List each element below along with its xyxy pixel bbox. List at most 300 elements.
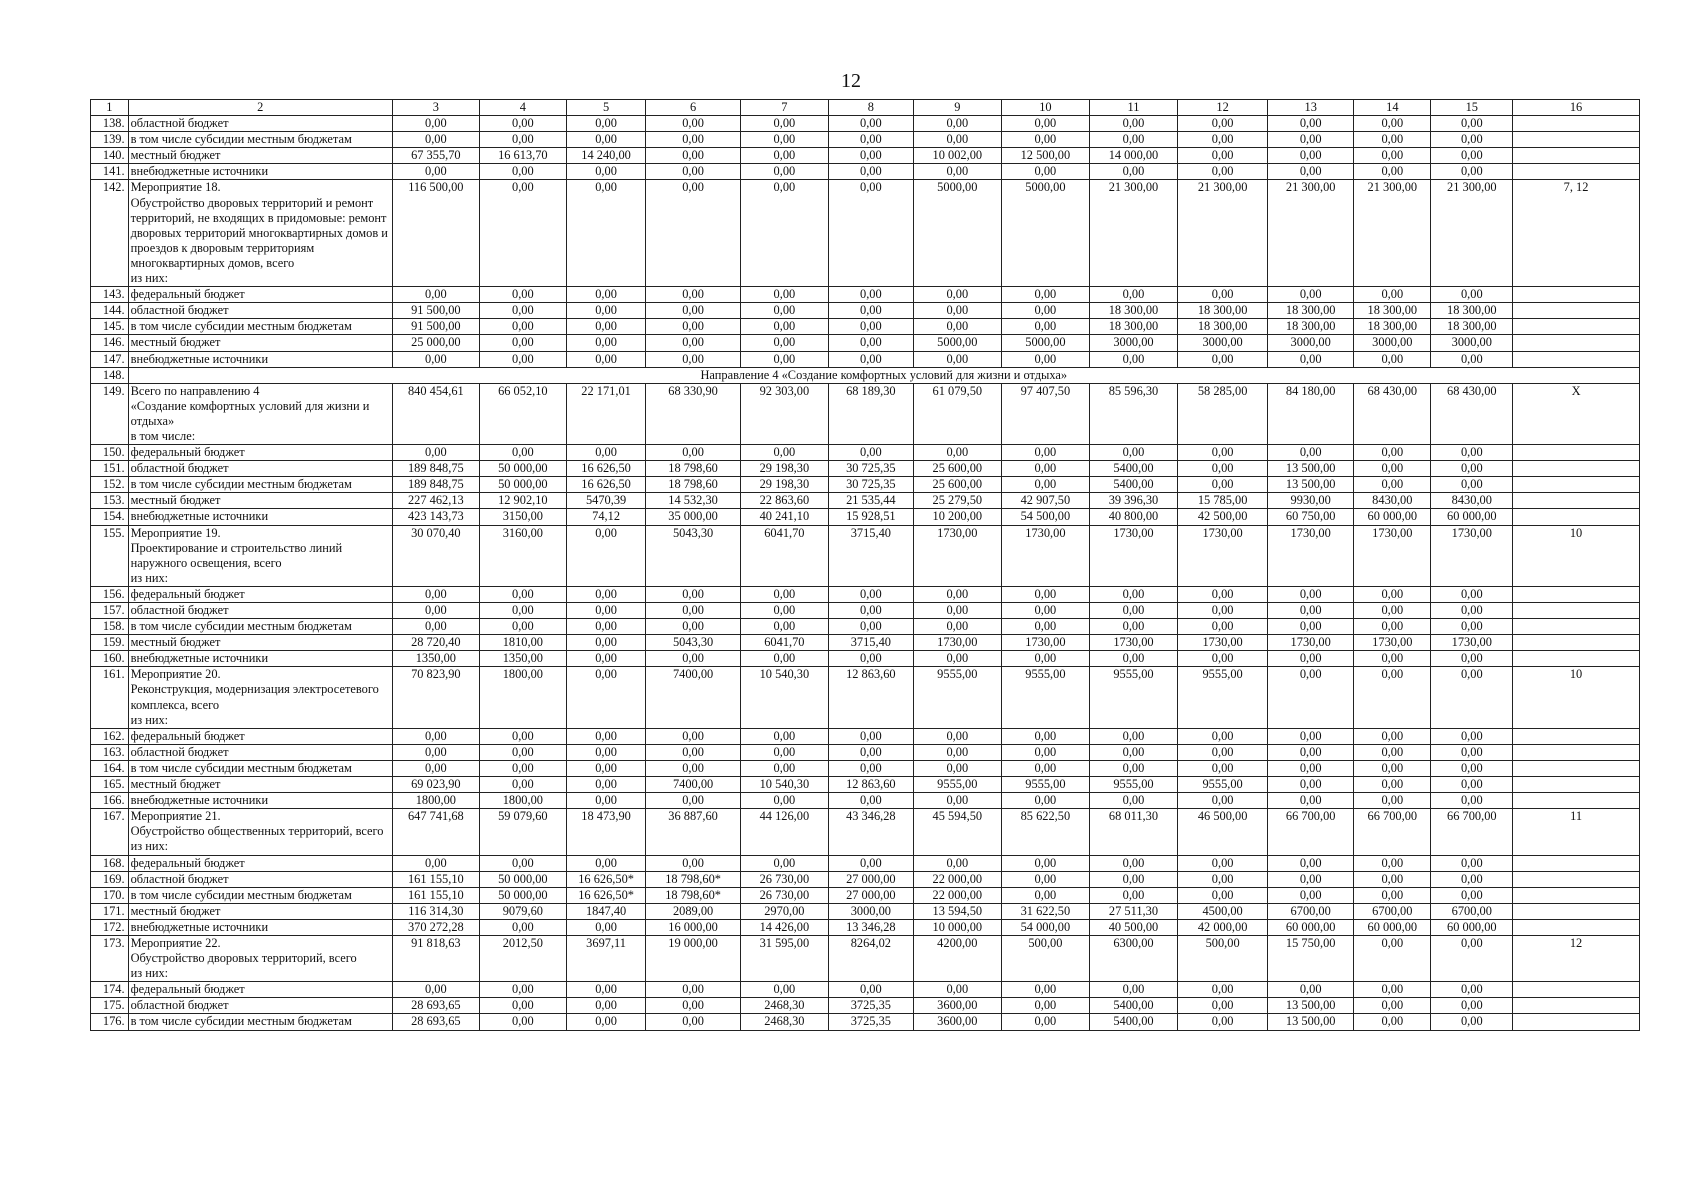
table-row	[91, 651, 1640, 667]
value-cell: 0,00	[1268, 667, 1354, 728]
value-cell: 0,00	[646, 335, 741, 351]
table-row	[91, 744, 1640, 760]
value-cell: 0,00	[1431, 477, 1513, 493]
value-cell: 0,00	[1001, 744, 1089, 760]
row-number: 169.	[91, 871, 129, 887]
value-cell: 0,00	[566, 744, 645, 760]
value-cell: 0,00	[392, 445, 479, 461]
value-cell: 0,00	[913, 132, 1001, 148]
value-cell: 0,00	[646, 586, 741, 602]
value-cell: 0,00	[1089, 287, 1177, 303]
value-cell: 0,00	[1268, 619, 1354, 635]
value-cell: 6300,00	[1089, 935, 1177, 981]
table-row	[91, 619, 1640, 635]
note-cell	[1513, 351, 1640, 367]
value-cell: 0,00	[566, 180, 645, 287]
value-cell: 6700,00	[1431, 903, 1513, 919]
value-cell: 116 314,30	[392, 903, 479, 919]
value-cell: 18 798,60	[646, 477, 741, 493]
value-cell: 40 800,00	[1089, 509, 1177, 525]
row-label: в том числе субсидии местным бюджетам	[128, 619, 392, 635]
value-cell: 14 426,00	[740, 919, 828, 935]
value-cell: 0,00	[1431, 351, 1513, 367]
value-cell: 1730,00	[1089, 635, 1177, 651]
value-cell: 0,00	[828, 982, 913, 998]
value-cell: 0,00	[1431, 164, 1513, 180]
value-cell: 0,00	[828, 619, 913, 635]
value-cell: 0,00	[566, 445, 645, 461]
value-cell: 0,00	[479, 760, 566, 776]
table-row	[91, 148, 1640, 164]
value-cell: 0,00	[646, 445, 741, 461]
table-row	[91, 667, 1640, 728]
page-number: 12	[841, 70, 861, 92]
value-cell: 0,00	[1431, 651, 1513, 667]
note-cell	[1513, 603, 1640, 619]
value-cell: 0,00	[646, 303, 741, 319]
value-cell: 0,00	[392, 164, 479, 180]
note-cell	[1513, 303, 1640, 319]
value-cell: 27 511,30	[1089, 903, 1177, 919]
value-cell: 840 454,61	[392, 383, 479, 444]
value-cell: 0,00	[566, 1014, 645, 1030]
value-cell: 0,00	[1178, 461, 1268, 477]
row-number: 145.	[91, 319, 129, 335]
value-cell: 60 000,00	[1431, 509, 1513, 525]
value-cell: 0,00	[1001, 619, 1089, 635]
value-cell: 0,00	[646, 603, 741, 619]
value-cell: 0,00	[1354, 164, 1431, 180]
value-cell: 21 300,00	[1089, 180, 1177, 287]
value-cell: 0,00	[1178, 982, 1268, 998]
value-cell: 66 052,10	[479, 383, 566, 444]
row-number: 146.	[91, 335, 129, 351]
value-cell: 0,00	[740, 855, 828, 871]
value-cell: 1730,00	[1354, 635, 1431, 651]
value-cell: 0,00	[740, 586, 828, 602]
value-cell: 0,00	[392, 728, 479, 744]
value-cell: 0,00	[1354, 744, 1431, 760]
note-cell	[1513, 1014, 1640, 1030]
value-cell: 0,00	[646, 998, 741, 1014]
row-number: 164.	[91, 760, 129, 776]
value-cell: 21 300,00	[1354, 180, 1431, 287]
value-cell: 1810,00	[479, 635, 566, 651]
value-cell: 0,00	[1268, 116, 1354, 132]
value-cell: 60 000,00	[1431, 919, 1513, 935]
value-cell: 0,00	[1431, 287, 1513, 303]
value-cell: 6041,70	[740, 635, 828, 651]
row-label: местный бюджет	[128, 335, 392, 351]
row-number: 151.	[91, 461, 129, 477]
value-cell: 18 300,00	[1089, 303, 1177, 319]
note-cell	[1513, 335, 1640, 351]
value-cell: 0,00	[1178, 619, 1268, 635]
value-cell: 500,00	[1178, 935, 1268, 981]
table-row	[91, 982, 1640, 998]
value-cell: 0,00	[1089, 982, 1177, 998]
value-cell: 12 863,60	[828, 667, 913, 728]
value-cell: 0,00	[646, 760, 741, 776]
value-cell: 45 594,50	[913, 809, 1001, 855]
value-cell: 0,00	[1001, 871, 1089, 887]
value-cell: 12 902,10	[479, 493, 566, 509]
value-cell: 9555,00	[913, 667, 1001, 728]
value-cell: 0,00	[913, 619, 1001, 635]
value-cell: 0,00	[566, 635, 645, 651]
value-cell: 189 848,75	[392, 461, 479, 477]
value-cell: 60 000,00	[1268, 919, 1354, 935]
value-cell: 1800,00	[392, 793, 479, 809]
value-cell: 0,00	[1431, 603, 1513, 619]
table-row	[91, 919, 1640, 935]
row-label: в том числе субсидии местным бюджетам	[128, 319, 392, 335]
value-cell: 18 300,00	[1178, 303, 1268, 319]
value-cell: 1730,00	[1268, 635, 1354, 651]
value-cell: 0,00	[1089, 728, 1177, 744]
value-cell: 3000,00	[828, 903, 913, 919]
table-row	[91, 509, 1640, 525]
value-cell: 3715,40	[828, 525, 913, 586]
value-cell: 5400,00	[1089, 477, 1177, 493]
value-cell: 0,00	[479, 164, 566, 180]
row-number: 175.	[91, 998, 129, 1014]
value-cell: 85 622,50	[1001, 809, 1089, 855]
value-cell: 9555,00	[1089, 777, 1177, 793]
value-cell: 0,00	[828, 651, 913, 667]
table-row	[91, 335, 1640, 351]
value-cell: 0,00	[740, 351, 828, 367]
value-cell: 68 430,00	[1354, 383, 1431, 444]
value-cell: 44 126,00	[740, 809, 828, 855]
value-cell: 0,00	[1354, 982, 1431, 998]
value-cell: 0,00	[1268, 982, 1354, 998]
table-header-row	[91, 100, 1640, 116]
value-cell: 3697,11	[566, 935, 645, 981]
value-cell: 0,00	[828, 793, 913, 809]
value-cell: 3000,00	[1431, 335, 1513, 351]
column-header: 1	[91, 100, 129, 116]
value-cell: 0,00	[1089, 744, 1177, 760]
value-cell: 3150,00	[479, 509, 566, 525]
note-cell	[1513, 148, 1640, 164]
value-cell: 59 079,60	[479, 809, 566, 855]
value-cell: 0,00	[740, 728, 828, 744]
value-cell: 0,00	[740, 287, 828, 303]
value-cell: 50 000,00	[479, 887, 566, 903]
value-cell: 1730,00	[1001, 525, 1089, 586]
note-cell: 12	[1513, 935, 1640, 981]
value-cell: 0,00	[1431, 445, 1513, 461]
value-cell: 1800,00	[479, 793, 566, 809]
value-cell: 30 725,35	[828, 477, 913, 493]
value-cell: 0,00	[740, 651, 828, 667]
column-header: 3	[392, 100, 479, 116]
row-label: местный бюджет	[128, 635, 392, 651]
row-number: 176.	[91, 1014, 129, 1030]
value-cell: 0,00	[566, 525, 645, 586]
value-cell: 13 346,28	[828, 919, 913, 935]
value-cell: 0,00	[566, 116, 645, 132]
value-cell: 0,00	[392, 116, 479, 132]
value-cell: 0,00	[1178, 1014, 1268, 1030]
row-label: областной бюджет	[128, 998, 392, 1014]
value-cell: 0,00	[646, 180, 741, 287]
value-cell: 9555,00	[1089, 667, 1177, 728]
column-header: 4	[479, 100, 566, 116]
value-cell: 0,00	[828, 351, 913, 367]
value-cell: 0,00	[1001, 760, 1089, 776]
value-cell: 0,00	[913, 744, 1001, 760]
value-cell: 3000,00	[1089, 335, 1177, 351]
value-cell: 0,00	[1001, 351, 1089, 367]
value-cell: 9555,00	[1178, 777, 1268, 793]
value-cell: 227 462,13	[392, 493, 479, 509]
note-cell: 10	[1513, 525, 1640, 586]
value-cell: 22 000,00	[913, 887, 1001, 903]
value-cell: 10 002,00	[913, 148, 1001, 164]
value-cell: 0,00	[1268, 777, 1354, 793]
row-number: 166.	[91, 793, 129, 809]
value-cell: 0,00	[740, 132, 828, 148]
row-number: 138.	[91, 116, 129, 132]
value-cell: 68 189,30	[828, 383, 913, 444]
row-label: в том числе субсидии местным бюджетам	[128, 477, 392, 493]
value-cell: 370 272,28	[392, 919, 479, 935]
value-cell: 0,00	[740, 164, 828, 180]
value-cell: 0,00	[1268, 760, 1354, 776]
value-cell: 0,00	[646, 164, 741, 180]
note-cell	[1513, 887, 1640, 903]
value-cell: 50 000,00	[479, 871, 566, 887]
value-cell: 0,00	[566, 164, 645, 180]
row-label: внебюджетные источники	[128, 164, 392, 180]
column-header: 8	[828, 100, 913, 116]
row-number: 162.	[91, 728, 129, 744]
value-cell: 0,00	[479, 728, 566, 744]
note-cell	[1513, 998, 1640, 1014]
row-label: внебюджетные источники	[128, 351, 392, 367]
value-cell: 0,00	[392, 619, 479, 635]
value-cell: 0,00	[566, 793, 645, 809]
value-cell: 0,00	[828, 760, 913, 776]
value-cell: 0,00	[479, 586, 566, 602]
value-cell: 74,12	[566, 509, 645, 525]
value-cell: 0,00	[646, 1014, 741, 1030]
value-cell: 0,00	[566, 132, 645, 148]
value-cell: 10 540,30	[740, 777, 828, 793]
value-cell: 14 532,30	[646, 493, 741, 509]
value-cell: 1730,00	[1178, 525, 1268, 586]
value-cell: 0,00	[913, 855, 1001, 871]
value-cell: 0,00	[566, 351, 645, 367]
value-cell: 9555,00	[913, 777, 1001, 793]
value-cell: 18 798,60*	[646, 887, 741, 903]
row-label: местный бюджет	[128, 903, 392, 919]
value-cell: 0,00	[479, 116, 566, 132]
value-cell: 0,00	[566, 777, 645, 793]
table-row	[91, 319, 1640, 335]
value-cell: 35 000,00	[646, 509, 741, 525]
value-cell: 67 355,70	[392, 148, 479, 164]
row-number: 168.	[91, 855, 129, 871]
value-cell: 1350,00	[392, 651, 479, 667]
column-header: 14	[1354, 100, 1431, 116]
table-row	[91, 180, 1640, 287]
value-cell: 5470,39	[566, 493, 645, 509]
row-label: в том числе субсидии местным бюджетам	[128, 1014, 392, 1030]
value-cell: 0,00	[1431, 619, 1513, 635]
value-cell: 0,00	[828, 116, 913, 132]
value-cell: 0,00	[1178, 164, 1268, 180]
row-number: 158.	[91, 619, 129, 635]
column-header: 6	[646, 100, 741, 116]
value-cell: 0,00	[1089, 351, 1177, 367]
value-cell: 22 171,01	[566, 383, 645, 444]
value-cell: 0,00	[479, 855, 566, 871]
value-cell: 0,00	[479, 287, 566, 303]
column-header: 12	[1178, 100, 1268, 116]
value-cell: 0,00	[392, 603, 479, 619]
value-cell: 0,00	[913, 319, 1001, 335]
value-cell: 30 070,40	[392, 525, 479, 586]
row-number: 152.	[91, 477, 129, 493]
value-cell: 10 000,00	[913, 919, 1001, 935]
row-label: областной бюджет	[128, 116, 392, 132]
value-cell: 0,00	[1268, 887, 1354, 903]
note-cell	[1513, 777, 1640, 793]
value-cell: 18 300,00	[1431, 303, 1513, 319]
value-cell: 3600,00	[913, 998, 1001, 1014]
value-cell: 647 741,68	[392, 809, 479, 855]
value-cell: 0,00	[1178, 760, 1268, 776]
value-cell: 0,00	[913, 351, 1001, 367]
value-cell: 0,00	[479, 445, 566, 461]
value-cell: 21 300,00	[1431, 180, 1513, 287]
value-cell: 0,00	[1178, 586, 1268, 602]
table-row	[91, 760, 1640, 776]
value-cell: 13 500,00	[1268, 477, 1354, 493]
value-cell: 26 730,00	[740, 871, 828, 887]
value-cell: 0,00	[1354, 132, 1431, 148]
value-cell: 0,00	[913, 164, 1001, 180]
value-cell: 0,00	[1089, 887, 1177, 903]
note-cell	[1513, 287, 1640, 303]
row-label: федеральный бюджет	[128, 855, 392, 871]
row-number: 141.	[91, 164, 129, 180]
value-cell: 7400,00	[646, 777, 741, 793]
value-cell: 0,00	[913, 586, 1001, 602]
value-cell: 0,00	[740, 335, 828, 351]
value-cell: 0,00	[566, 319, 645, 335]
value-cell: 0,00	[1431, 1014, 1513, 1030]
row-label: в том числе субсидии местным бюджетам	[128, 132, 392, 148]
row-label: внебюджетные источники	[128, 919, 392, 935]
row-number: 139.	[91, 132, 129, 148]
value-cell: 0,00	[479, 303, 566, 319]
row-number: 140.	[91, 148, 129, 164]
value-cell: 2089,00	[646, 903, 741, 919]
value-cell: 21 300,00	[1268, 180, 1354, 287]
value-cell: 0,00	[1354, 116, 1431, 132]
value-cell: 0,00	[646, 619, 741, 635]
value-cell: 0,00	[1001, 651, 1089, 667]
row-number: 170.	[91, 887, 129, 903]
value-cell: 0,00	[740, 148, 828, 164]
row-label: Мероприятие 22. Обустройство дворовых территорий, всего из них:	[128, 935, 392, 981]
value-cell: 66 700,00	[1354, 809, 1431, 855]
note-cell: 11	[1513, 809, 1640, 855]
value-cell: 0,00	[828, 445, 913, 461]
note-cell	[1513, 793, 1640, 809]
value-cell: 22 863,60	[740, 493, 828, 509]
table-row	[91, 871, 1640, 887]
row-label: местный бюджет	[128, 777, 392, 793]
row-label: областной бюджет	[128, 461, 392, 477]
value-cell: 9555,00	[1001, 777, 1089, 793]
value-cell: 0,00	[392, 744, 479, 760]
column-header: 11	[1089, 100, 1177, 116]
value-cell: 0,00	[913, 728, 1001, 744]
value-cell: 0,00	[646, 855, 741, 871]
value-cell: 1847,40	[566, 903, 645, 919]
row-label: федеральный бюджет	[128, 982, 392, 998]
value-cell: 0,00	[566, 760, 645, 776]
value-cell: 2012,50	[479, 935, 566, 981]
value-cell: 50 000,00	[479, 461, 566, 477]
value-cell: 29 198,30	[740, 461, 828, 477]
value-cell: 0,00	[1268, 728, 1354, 744]
value-cell: 0,00	[1089, 603, 1177, 619]
value-cell: 0,00	[828, 335, 913, 351]
table-row	[91, 351, 1640, 367]
value-cell: 58 285,00	[1178, 383, 1268, 444]
value-cell: 0,00	[1431, 148, 1513, 164]
table-row	[91, 132, 1640, 148]
value-cell: 0,00	[828, 180, 913, 287]
value-cell: 46 500,00	[1178, 809, 1268, 855]
value-cell: 60 000,00	[1354, 509, 1431, 525]
table-row	[91, 728, 1640, 744]
value-cell: 3725,35	[828, 998, 913, 1014]
note-cell	[1513, 855, 1640, 871]
value-cell: 5000,00	[1001, 335, 1089, 351]
value-cell: 43 346,28	[828, 809, 913, 855]
table-row	[91, 777, 1640, 793]
value-cell: 0,00	[1268, 744, 1354, 760]
value-cell: 161 155,10	[392, 871, 479, 887]
value-cell: 0,00	[1001, 586, 1089, 602]
row-label: внебюджетные источники	[128, 651, 392, 667]
value-cell: 5043,30	[646, 635, 741, 651]
value-cell: 0,00	[740, 116, 828, 132]
value-cell: 28 693,65	[392, 1014, 479, 1030]
value-cell: 0,00	[1268, 287, 1354, 303]
value-cell: 70 823,90	[392, 667, 479, 728]
value-cell: 68 011,30	[1089, 809, 1177, 855]
value-cell: 85 596,30	[1089, 383, 1177, 444]
value-cell: 0,00	[1354, 871, 1431, 887]
value-cell: 0,00	[1431, 728, 1513, 744]
value-cell: 0,00	[1354, 793, 1431, 809]
value-cell: 1350,00	[479, 651, 566, 667]
table-row	[91, 887, 1640, 903]
value-cell: 0,00	[1431, 871, 1513, 887]
value-cell: 0,00	[1178, 998, 1268, 1014]
value-cell: 0,00	[566, 586, 645, 602]
value-cell: 5400,00	[1089, 1014, 1177, 1030]
row-number: 167.	[91, 809, 129, 855]
